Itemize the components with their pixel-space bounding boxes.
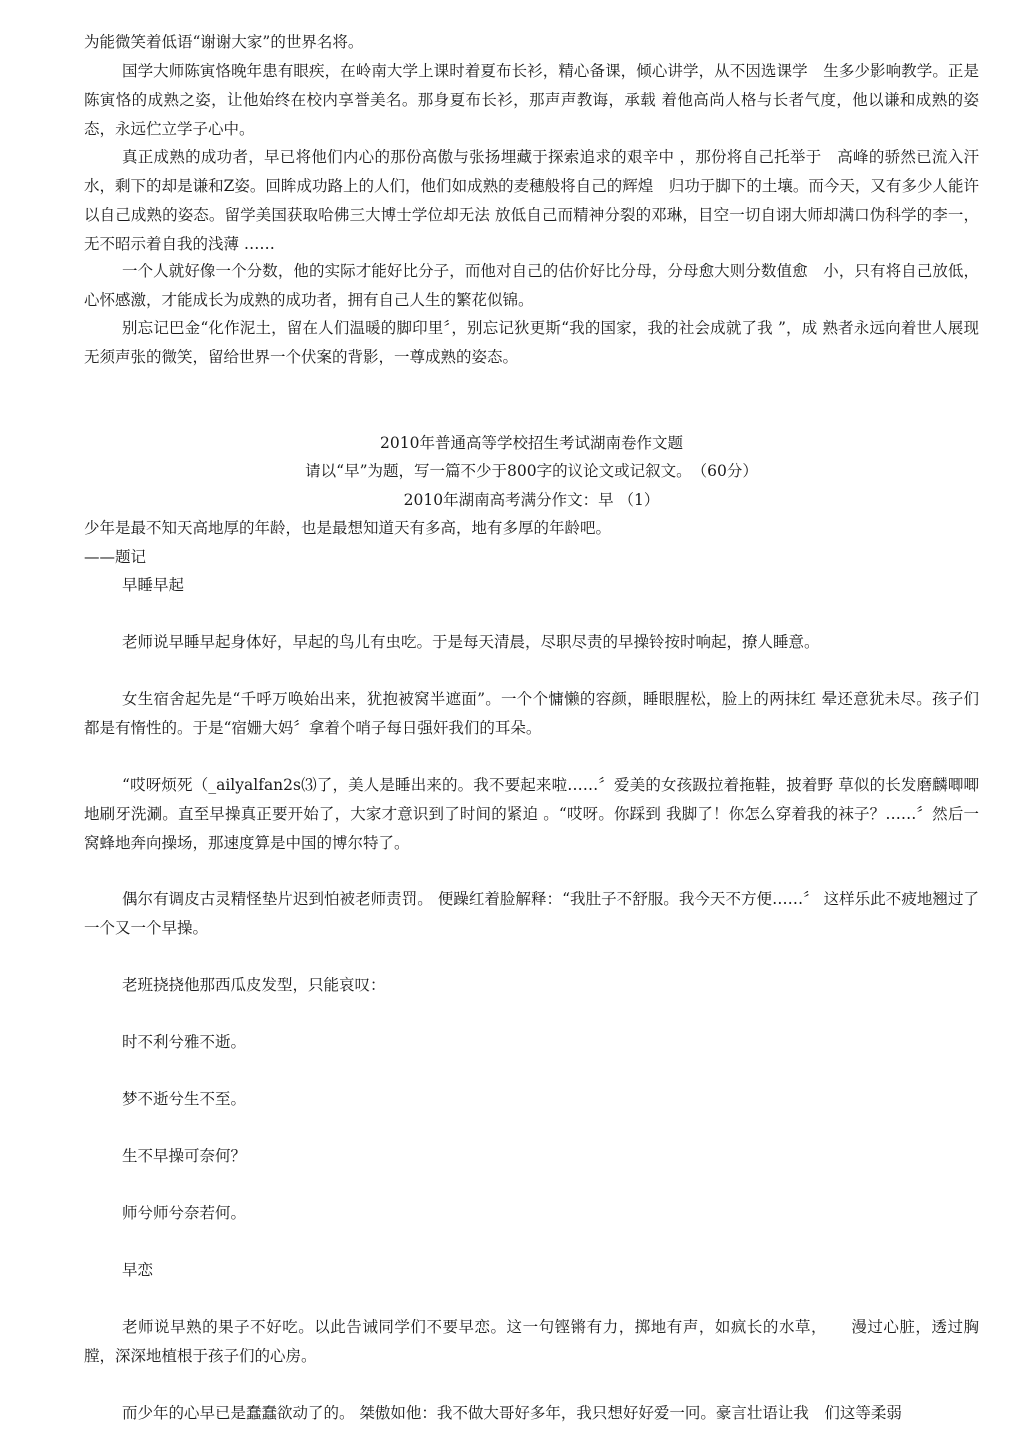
essay-title: 2010年湖南高考满分作文：早 （1） xyxy=(403,491,660,509)
essay1-paragraph-4: 一个人就好像一个分数，他的实际才能好比分子，而他对自己的估价好比分母，分母愈大则分数值愈 小，只有将自己放低，心怀感激，才能成长为成熟的成功者，拥有自己人生的繁花似锦。 xyxy=(84,262,979,309)
essay1-paragraph-1: 为能微笑着低语“谢谢大家”的世界名将。 xyxy=(84,33,364,51)
essay1-paragraph-5: 别忘记巴金“化作泥土，留在人们温暖的脚印里〞，别忘记狄更斯“我的国家，我的社会成就了我 ”，成 熟者永远向着世人展现无须声张的微笑，留给世界一个伏案的背影，一尊成熟的姿态。 xyxy=(84,319,979,366)
essay1-paragraph-2: 国学大师陈寅恪晚年患有眼疾，在岭南大学上课时着夏布长衫，精心备课，倾心讲学，从不因选课学 生多少影响教学。正是陈寅恪的成熟之姿，让他始终在校内享誉美名。那身夏布长衫，那声声教诲，承载 着他高尚人格与长者气度，他以谦和成熟的姿态，永远伫立学子心中。 xyxy=(84,62,979,138)
poem-line-4: 师兮师兮奈若何。 xyxy=(122,1204,247,1222)
poem-line-3: 生不早操可奈何？ xyxy=(122,1147,247,1165)
poem-line-1: 时不利兮雅不逝。 xyxy=(122,1033,247,1051)
epigraph-note: ——题记 xyxy=(84,548,147,566)
poem-line-2: 梦不逝兮生不至。 xyxy=(122,1090,247,1108)
essay2-paragraph-1: 老师说早睡早起身体好，早起的鸟儿有虫吃。于是每天清晨，尽职尽责的早操铃按时响起，撩人睡意。 xyxy=(122,633,820,651)
exam-prompt: 请以“早”为题，写一篇不少于800字的议论文或记叙文。 （60分） xyxy=(305,462,758,480)
essay2-paragraph-4: 偶尔有调皮古灵精怪垫片迟到怕被老师责罚。 便躁红着脸解释：“我肚子不舒服。我今天不方便……〞 这样乐此不疲地翘过了一个又一个早操。 xyxy=(84,890,979,937)
essay2-paragraph-5: 老班挠挠他那西瓜皮发型，只能哀叹： xyxy=(122,976,386,994)
epigraph: 少年是最不知天高地厚的年龄，也是最想知道天有多高，地有多厚的年龄吧。 xyxy=(84,519,612,537)
essay2-paragraph-3: “哎呀烦死（_ailyalfan2s⑶了，美人是睡出来的。我不要起来啦……〞爱美的女孩趿拉着拖鞋，披着野 草似的长发磨麟唧唧地刷牙洗涮。直至早操真正要开始了，大家才意识到了时间的紧迫 。“哎呀。你踩到 我脚了！你怎么穿着我的袜子？……〞然后一窝蜂地奔向操场，那速度算是中国的博尔特了。 xyxy=(84,776,979,852)
exam-title: 2010年普通高等学校招生考试湖南卷作文题 xyxy=(380,434,683,452)
section-title-early-love: 早恋 xyxy=(122,1261,154,1279)
section-title-early-rise: 早睡早起 xyxy=(122,576,185,594)
essay1-paragraph-3: 真正成熟的成功者，早已将他们内心的那份高傲与张扬埋藏于探索追求的艰辛中 ，那份将自己托举于 高峰的骄然已流入汗水，剩下的却是谦和Z姿。回眸成功路上的人们，他们如成熟的麦穗般将自己的辉煌 归功于脚下的土壤。而今天，又有多少人能许以自己成熟的姿态。留学美国获取哈佛三大博士学位却无法 放低自己而精神分裂的邓琳，目空一切自诩大师却满口伪科学的李一，无不昭示着自我的浅薄 …… xyxy=(84,148,979,253)
essay2-paragraph-7: 而少年的心早已是蠢蠢欲动了的。 桀傲如他：我不做大哥好多年，我只想好好爱一冋。豪言壮语让我 们这等柔弱 xyxy=(122,1404,902,1422)
essay2-paragraph-2: 女生宿舍起先是“千呼万唤始出来，犹抱被窝半遮面”。一个个慵懒的容颜，睡眼腥松，脸上的两抹红 晕还意犹未尽。孩子们都是有惰性的。于是“宿姗大妈〞拿着个哨子每日强奸我们的耳朵。 xyxy=(84,690,979,737)
essay2-paragraph-6: 老师说早熟的果子不好吃。以此告诫同学们不要早恋。这一句铿锵有力，掷地有声，如疯长的水草， 漫过心脏，透过胸膛，深深地植根于孩子们的心房。 xyxy=(84,1318,979,1365)
